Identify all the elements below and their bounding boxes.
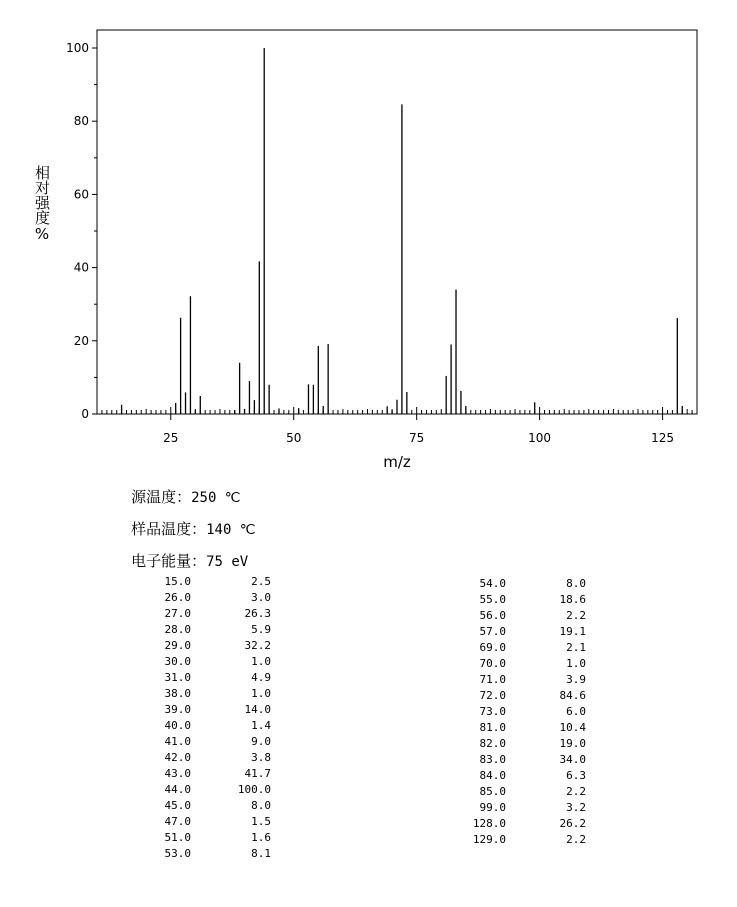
intensity-cell: 19.1 — [559, 625, 586, 638]
intensity-cell: 2.5 — [251, 575, 271, 588]
table-row — [111, 846, 271, 862]
mz-cell: 99.0 — [479, 801, 506, 814]
intensity-cell: 6.0 — [566, 705, 586, 718]
table-row — [426, 784, 586, 800]
y-tick-label: 100 — [66, 41, 89, 55]
mz-cell: 27.0 — [164, 607, 191, 620]
mz-cell: 15.0 — [164, 575, 191, 588]
mz-cell: 84.0 — [479, 769, 506, 782]
intensity-cell: 10.4 — [559, 721, 586, 734]
intensity-cell: 3.8 — [251, 751, 271, 764]
mz-cell: 83.0 — [479, 753, 506, 766]
plot-frame — [97, 30, 697, 414]
table-row — [111, 734, 271, 750]
mz-cell: 128.0 — [472, 817, 506, 830]
table-row — [426, 800, 586, 816]
table-row — [426, 736, 586, 752]
table-row — [426, 768, 586, 784]
y-tick-label: 40 — [73, 260, 89, 275]
intensity-cell: 1.6 — [251, 831, 271, 844]
intensity-cell: 3.0 — [251, 591, 271, 604]
table-row — [111, 622, 271, 638]
intensity-cell: 19.0 — [559, 737, 586, 750]
mz-cell: 70.0 — [479, 657, 506, 670]
intensity-cell: 8.0 — [566, 577, 586, 590]
mz-cell: 31.0 — [164, 671, 191, 684]
mz-cell: 54.0 — [479, 577, 506, 590]
intensity-cell: 41.7 — [244, 767, 271, 780]
x-tick-label: 125 — [651, 431, 675, 445]
condition-label: 电子能量： — [131, 552, 207, 570]
table-row — [111, 638, 271, 654]
peak-table-left — [111, 574, 271, 862]
table-row — [426, 688, 586, 704]
table-row — [426, 704, 586, 720]
table-row — [111, 574, 271, 590]
table-row — [426, 752, 586, 768]
mz-cell: 26.0 — [164, 591, 191, 604]
intensity-cell: 2.2 — [566, 785, 586, 798]
table-row — [111, 606, 271, 622]
mz-cell: 43.0 — [164, 767, 191, 780]
table-row — [111, 702, 271, 718]
intensity-cell: 14.0 — [244, 703, 271, 716]
table-row — [426, 720, 586, 736]
x-axis — [163, 414, 674, 445]
mz-cell: 81.0 — [479, 721, 506, 734]
table-row — [111, 686, 271, 702]
mz-cell: 71.0 — [479, 673, 506, 686]
intensity-cell: 8.1 — [251, 847, 271, 860]
y-tick-label: 80 — [73, 114, 89, 129]
mz-cell: 129.0 — [472, 833, 506, 846]
intensity-cell: 1.4 — [251, 719, 271, 732]
intensity-cell: 32.2 — [244, 639, 271, 652]
mz-cell: 40.0 — [164, 719, 191, 732]
condition-value: 140 ℃ — [206, 522, 256, 538]
table-row — [111, 718, 271, 734]
intensity-cell: 8.0 — [251, 799, 271, 812]
table-row — [111, 750, 271, 766]
table-row — [426, 576, 586, 592]
mz-cell: 45.0 — [164, 799, 191, 812]
table-row — [426, 672, 586, 688]
intensity-cell: 1.5 — [251, 815, 271, 828]
y-tick-label: 60 — [73, 187, 89, 202]
intensity-cell: 1.0 — [566, 657, 586, 670]
intensity-cell: 3.9 — [566, 673, 586, 686]
mz-cell: 55.0 — [479, 593, 506, 606]
mz-cell: 73.0 — [479, 705, 506, 718]
table-row — [111, 814, 271, 830]
y-tick-label: 0 — [81, 407, 89, 421]
peak-table-right — [426, 576, 586, 848]
table-row — [111, 654, 271, 670]
x-tick-label: 50 — [286, 431, 302, 445]
table-row — [426, 608, 586, 624]
mz-cell: 56.0 — [479, 609, 506, 622]
intensity-cell: 4.9 — [251, 671, 271, 684]
intensity-cell: 5.9 — [251, 623, 271, 636]
mz-cell: 29.0 — [164, 639, 191, 652]
mz-cell: 85.0 — [479, 785, 506, 798]
table-row — [111, 590, 271, 606]
y-tick-label: 20 — [73, 333, 89, 348]
table-row — [111, 798, 271, 814]
mz-cell: 72.0 — [479, 689, 506, 702]
mz-cell: 30.0 — [164, 655, 191, 668]
x-tick-label: 100 — [528, 431, 552, 445]
mz-cell: 47.0 — [164, 815, 191, 828]
table-row — [426, 592, 586, 608]
intensity-cell: 9.0 — [251, 735, 271, 748]
y-axis — [66, 41, 97, 421]
table-row — [111, 670, 271, 686]
x-axis-label: m/z — [383, 453, 411, 471]
condition-value: 75 eV — [206, 554, 249, 570]
intensity-cell: 34.0 — [559, 753, 586, 766]
condition-value: 250 ℃ — [191, 490, 241, 506]
x-tick-label: 25 — [163, 431, 179, 445]
intensity-cell: 2.2 — [566, 609, 586, 622]
mz-cell: 69.0 — [479, 641, 506, 654]
mz-cell: 51.0 — [164, 831, 191, 844]
mz-cell: 44.0 — [164, 783, 191, 796]
mz-cell: 38.0 — [164, 687, 191, 700]
table-row — [426, 656, 586, 672]
intensity-cell: 1.0 — [251, 687, 271, 700]
table-row — [426, 624, 586, 640]
mz-cell: 41.0 — [164, 735, 191, 748]
mz-cell: 53.0 — [164, 847, 191, 860]
mz-cell: 28.0 — [164, 623, 191, 636]
intensity-cell: 26.3 — [244, 607, 271, 620]
mz-cell: 82.0 — [479, 737, 506, 750]
table-row — [111, 830, 271, 846]
table-row — [111, 766, 271, 782]
mz-cell: 57.0 — [479, 625, 506, 638]
peak-series — [122, 48, 683, 414]
condition-label: 样品温度： — [131, 520, 207, 538]
mz-cell: 42.0 — [164, 751, 191, 764]
intensity-cell: 2.1 — [566, 641, 586, 654]
intensity-cell: 1.0 — [251, 655, 271, 668]
table-row — [426, 832, 586, 848]
table-row — [426, 640, 586, 656]
intensity-cell: 2.2 — [566, 833, 586, 846]
x-tick-label: 75 — [409, 431, 425, 445]
intensity-cell: 84.6 — [559, 689, 586, 702]
condition-label: 源温度： — [131, 488, 192, 506]
mz-cell: 39.0 — [164, 703, 191, 716]
intensity-cell: 26.2 — [559, 817, 586, 830]
y-axis-label: 相对强度% — [33, 165, 51, 243]
table-row — [426, 816, 586, 832]
intensity-cell: 100.0 — [237, 783, 271, 796]
intensity-cell: 3.2 — [566, 801, 586, 814]
intensity-cell: 6.3 — [566, 769, 586, 782]
table-row — [111, 782, 271, 798]
intensity-cell: 18.6 — [559, 593, 586, 606]
